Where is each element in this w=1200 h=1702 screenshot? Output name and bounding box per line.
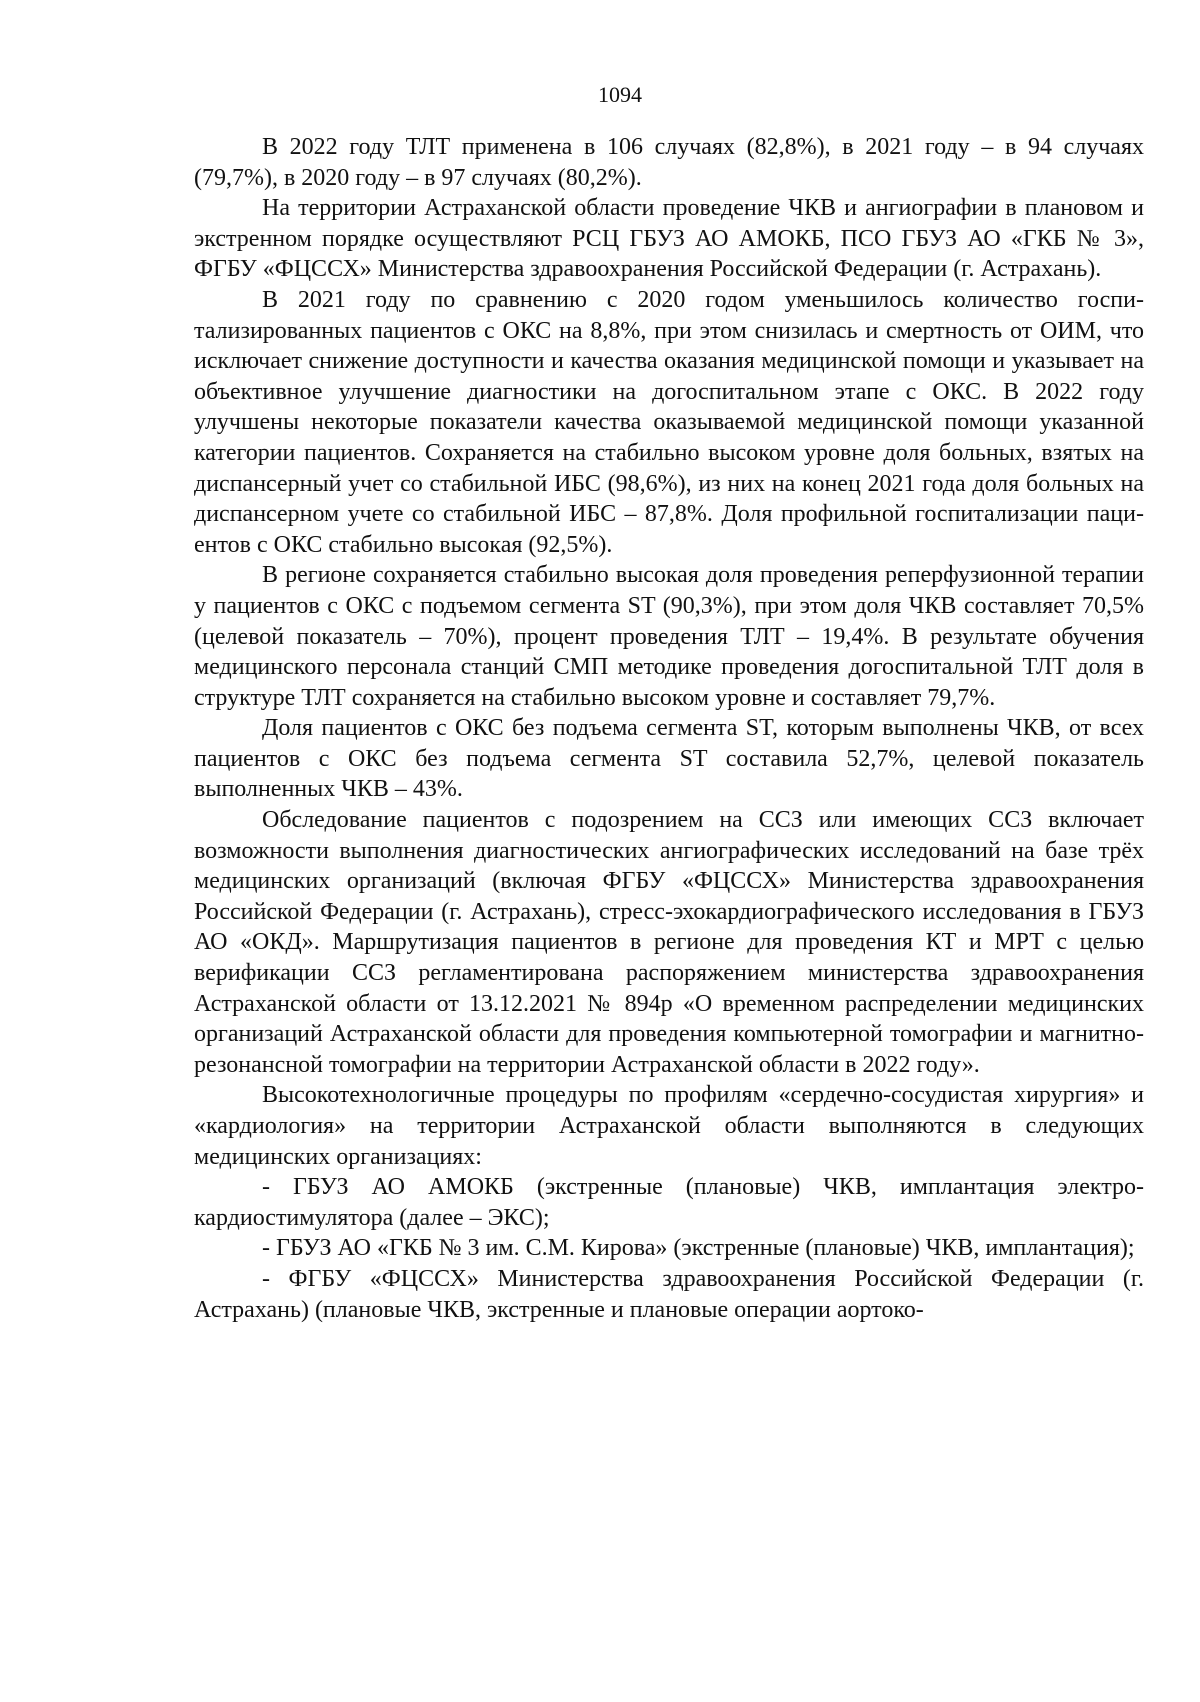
list-item-fcssh: - ФГБУ «ФЦССХ» Министерства здравоохранения Российской Федерации (г. Астрахань) (плановые ЧКВ, экстренные и плановые операции аортоко- bbox=[194, 1265, 1144, 1323]
paragraph-tlt-statistics: В 2022 году ТЛТ применена в 106 случаях (82,8%), в 2021 году – в 94 случаях (79,7%), в 2020 году – в 97 случаях (80,2%). bbox=[194, 134, 1144, 191]
paragraph-cvd-examination: Обследование пациентов с подозрением на ССЗ или имеющих ССЗ включает возможности выполнения диагностических ангиографических исследований на базе трёх медицинских организаций (включая ФГБУ «ФЦССХ» Министерства здравоохранения Российской Федерации (г. Астрахань), стресс-эхокардиографического исследования в ГБУЗ АО «ОКД». Маршрутизация пациентов в регионе для проведения КТ и МРТ с целью верификации ССЗ регламентирована распоряжением министерства здравоохранения Астраханской области от 13.12.2021 № 894р «О временном распределении медицинских организаций Астраханской области для проведения компьютерной томографии и магнитно-резонансной томографии на территории Астраханской области в 2022 году». bbox=[194, 807, 1144, 1078]
page-number: 1094 bbox=[598, 82, 642, 107]
paragraph-high-tech-procedures: Высокотехнологичные процедуры по профилям «сердечно-сосудистая хирургия» и «кардиология» на территории Астраханской области выполняются в следующих медицинских организациях: bbox=[194, 1082, 1144, 1170]
list-item-gkb3: - ГБУЗ АО «ГКБ № 3 им. С.М. Кирова» (экстренные (плановые) ЧКВ, имплантация); bbox=[262, 1235, 1135, 1262]
document-body bbox=[194, 132, 1144, 1325]
paragraph-acs-hospitalization: В 2021 году по сравнению с 2020 годом уменьшилось количество госпитализированных пациентов с ОКС на 8,8%, при этом снизилась и смертность от ОИМ, что исключает снижение доступности и качества оказания медицинской помощи и указывает на объективное улучшение диагностики на догоспитальном этапе с ОКС. В 2022 году улучшены некоторые показатели качества оказываемой медицинской помощи указанной категории пациентов. Сохраняется на стабильно высоком уровне доля больных, взятых на диспансерный учет со стабильной ИБС (98,6%), из них на конец 2021 года доля больных на диспансерном учете со стабильной ИБС – 87,8%. Доля профильной госпитализации пациентов с ОКС стабильно высокая (92,5%). bbox=[194, 286, 1144, 558]
list-item-amokb: - ГБУЗ АО АМОКБ (экстренные (плановые) ЧКВ, имплантация электрокардиостимулятора (далее – ЭКС); bbox=[194, 1174, 1144, 1231]
paragraph-nstemi-pci: Доля пациентов с ОКС без подъема сегмента ST, которым выполнены ЧКВ, от всех пациентов с ОКС без подъема сегмента ST составила 52,7%, целевой показатель выполненных ЧКВ – 43%. bbox=[194, 715, 1144, 803]
paragraph-pci-organizations: На территории Астраханской области проведение ЧКВ и ангиографии в плановом и экстренном порядке осуществляют РСЦ ГБУЗ АО АМОКБ, ПСО ГБУЗ АО «ГКБ № 3», ФГБУ «ФЦССХ» Министерства здравоохранения Российской Федерации (г. Астрахань). bbox=[194, 195, 1144, 283]
paragraph-reperfusion-therapy: В регионе сохраняется стабильно высокая доля проведения реперфузионной терапии у пациентов с ОКС с подъемом сегмента ST (90,3%), при этом доля ЧКВ составляет 70,5% (целевой показатель – 70%), процент проведения ТЛТ – 19,4%. В результате обучения медицинского персонала станций СМП методике проведения догоспитальной ТЛТ доля в структуре ТЛТ сохраняется на стабильно высоком уровне и составляет 79,7%. bbox=[194, 562, 1144, 711]
